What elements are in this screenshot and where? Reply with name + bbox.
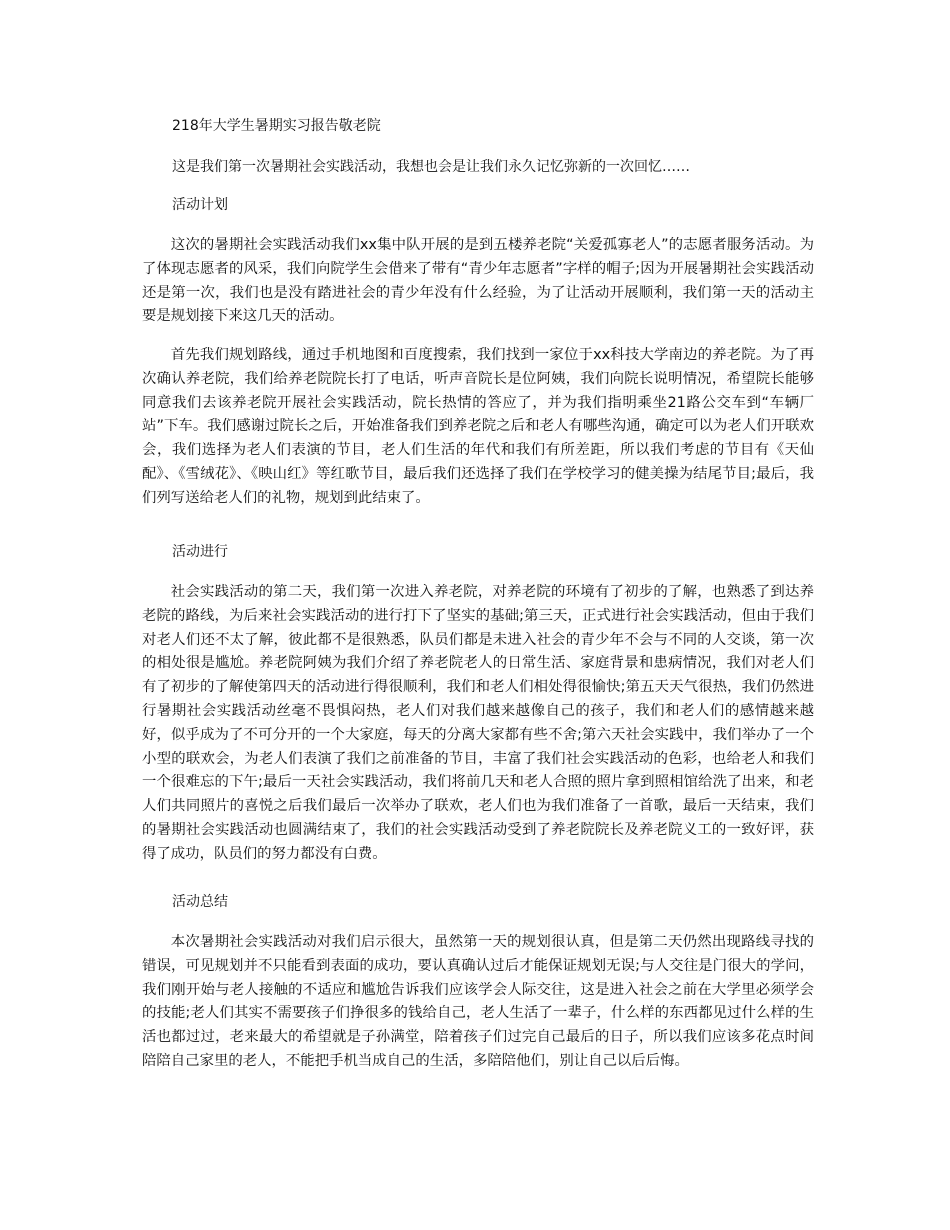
paragraph: 社会实践活动的第二天，我们第一次进入养老院，对养老院的环境有了初步的了解，也熟悉了到达养老院的路线，为后来社会实践活动的进行打下了坚实的基础;第三天，正式进行社会实践活动，但由于我们对老人们还不太了解，彼此都不是很熟悉，队员们都是未进入社会的青少年不会与不同的人交谈，第一次的相处很是尴尬。养老院阿姨为我们介绍了养老院老人的日常生活、家庭背景和患病情况，我们对老人们有了初步的了解使第四天的活动进行得很顺利，我们和老人们相处得很愉快;第五天天气很热，我们仍然进行暑期社会实践活动丝毫不畏惧闷热，老人们对我们越来越像自己的孩子，我们和老人们的感情越来越好，似乎成为了不可分开的一个大家庭，每天的分离大家都有些不舍;第六天社会实践中，我们举办了一个小型的联欢会，为老人们表演了我们之前准备的节目，丰富了我们社会实践活动的色彩，也给老人和我们一个很难忘的下午;最后一天社会实践活动，我们将前几天和老人合照的照片拿到照相馆给洗了出来，和老人们共同照片的喜悦之后我们最后一次举办了联欢，老人们也为我们准备了一首歌，最后一天结束，我们的暑期社会实践活动也圆满结束了，我们的社会实践活动受到了养老院院长及养老院义工的一致好评，获得了成功，队员们的努力都没有白费。 bbox=[142, 584, 814, 862]
paragraph: 这次的暑期社会实践活动我们xx集中队开展的是到五楼养老院“关爱孤寡老人”的志愿者服务活动。为了体现志愿者的风采，我们向院学生会借来了带有“青少年志愿者”字样的帽子;因为开展暑期社会实践活动还是第一次，我们也是没有踏进社会的青少年没有什么经验，为了让活动开展顺利，我们第一天的活动主要是规划接下来这几天的活动。 bbox=[142, 237, 814, 325]
section-heading-summary: 活动总结 bbox=[172, 894, 228, 910]
paragraph: 本次暑期社会实践活动对我们启示很大，虽然第一天的规划很认真，但是第二天仍然出现路线寻找的错误，可见规划并不只能看到表面的成功，要认真确认过后才能保证规划无误;与人交往是门很大的学问，我们刚开始与老人接触的不适应和尴尬告诉我们应该学会人际交往，这是进入社会之前在大学里必须学会的技能;老人们其实不需要孩子们挣很多的钱给自己，老人生活了一辈子，什么样的东西都见过什么样的生活也都过过，老来最大的希望就是子孙满堂，陪着孩子们过完自己最后的日子，所以我们应该多花点时间陪陪自己家里的老人，不能把手机当成自己的生活，多陪陪他们，别让自己以后后悔。 bbox=[142, 934, 814, 1069]
paragraph: 首先我们规划路线，通过手机地图和百度搜索，我们找到一家位于xx科技大学南边的养老院。为了再次确认养老院，我们给养老院院长打了电话，听声音院长是位阿姨，我们向院长说明情况，希望院长能够同意我们去该养老院开展社会实践活动，院长热情的答应了，并为我们指明乘坐21路公交车到“车辆厂站”下车。我们感谢过院长之后，开始准备我们到养老院之后和老人有哪些沟通，确定可以为老人们开联欢会，我们选择为老人们表演的节目，老人们生活的年代和我们有所差距，所以我们考虑的节目有《天仙配》、《雪绒花》、《映山红》等红歌节目，最后我们还选择了我们在学校学习的健美操为结尾节目;最后，我们列写送给老人们的礼物，规划到此结束了。 bbox=[142, 347, 814, 506]
intro-text: 这是我们第一次暑期社会实践活动，我想也会是让我们永久记忆弥新的一次回忆…… bbox=[172, 159, 690, 175]
section-heading-plan: 活动计划 bbox=[172, 197, 228, 213]
document-title: 218年大学生暑期实习报告敬老院 bbox=[172, 118, 381, 134]
section-heading-progress: 活动进行 bbox=[172, 544, 228, 560]
